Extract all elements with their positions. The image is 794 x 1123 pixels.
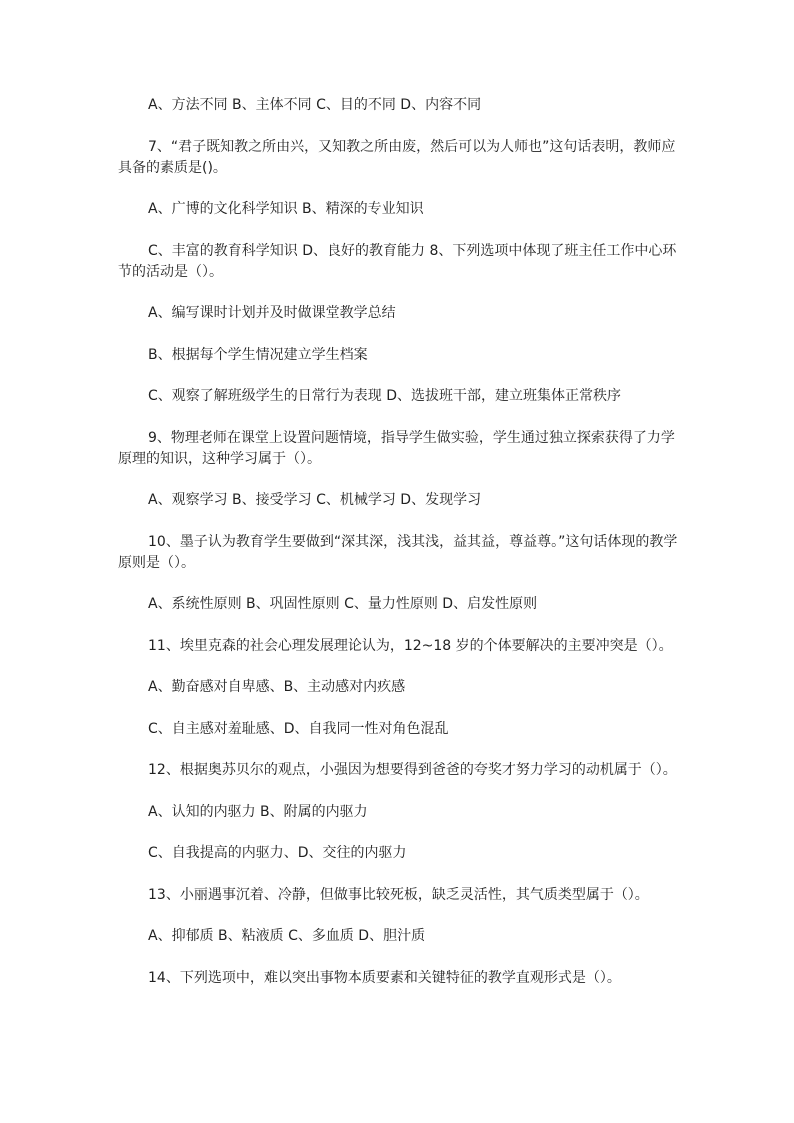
answer-options: A、抑郁质 B、粘液质 C、多血质 D、胆汁质 <box>148 928 426 944</box>
answer-options: C、观察了解班级学生的日常行为表现 D、选拔班干部，建立班集体正常秩序 <box>148 388 622 404</box>
question-10: 10、墨子认为教育学生要做到“深其深，浅其浅，益其益，尊益尊。”这句话体现的教学原则是（）。 <box>118 533 678 571</box>
question-11: 11、埃里克森的社会心理发展理论认为，12~18 岁的个体要解决的主要冲突是（）。 <box>148 637 673 654</box>
answer-options: A、方法不同 B、主体不同 C、目的不同 D、内容不同 <box>148 97 482 113</box>
answer-option: A、编写课时计划并及时做课堂教学总结 <box>148 305 396 321</box>
question-13: 13、小丽遇事沉着、冷静，但做事比较死板，缺乏灵活性，其气质类型属于（）。 <box>148 886 649 903</box>
question-14: 14、下列选项中，难以突出事物本质要素和关键特征的教学直观形式是（）。 <box>148 969 621 986</box>
question-9: 9、物理老师在课堂上设置问题情境，指导学生做实验，学生通过独立探索获得了力学原理的知识，这种学习属于（）。 <box>118 429 675 467</box>
answer-options: A、系统性原则 B、巩固性原则 C、量力性原则 D、启发性原则 <box>148 596 538 612</box>
answer-option: B、根据每个学生情况建立学生档案 <box>148 346 368 363</box>
answer-options: C、自我提高的内驱力、D、交往的内驱力 <box>148 845 407 861</box>
question-12: 12、根据奥苏贝尔的观点，小强因为想要得到爸爸的夸奖才努力学习的动机属于（）。 <box>148 762 677 778</box>
answer-options: A、认知的内驱力 B、附属的内驱力 <box>148 803 368 820</box>
answer-options: A、勤奋感对自卑感、B、主动感对内疚感 <box>148 679 406 695</box>
answer-options: A、广博的文化科学知识 B、精深的专业知识 <box>148 201 424 217</box>
question-7: 7、“君子既知教之所由兴，又知教之所由废，然后可以为人师也”这句话表明，教师应具备的素质是()。 <box>118 138 676 176</box>
answer-options-and-question-8: C、丰富的教育科学知识 D、良好的教育能力 8、下列选项中体现了班主任工作中心环节的活动是（）。 <box>118 242 677 280</box>
answer-options: A、观察学习 B、接受学习 C、机械学习 D、发现学习 <box>148 492 482 508</box>
answer-options: C、自主感对羞耻感、D、自我同一性对角色混乱 <box>148 720 449 737</box>
document-page <box>118 95 680 1009</box>
